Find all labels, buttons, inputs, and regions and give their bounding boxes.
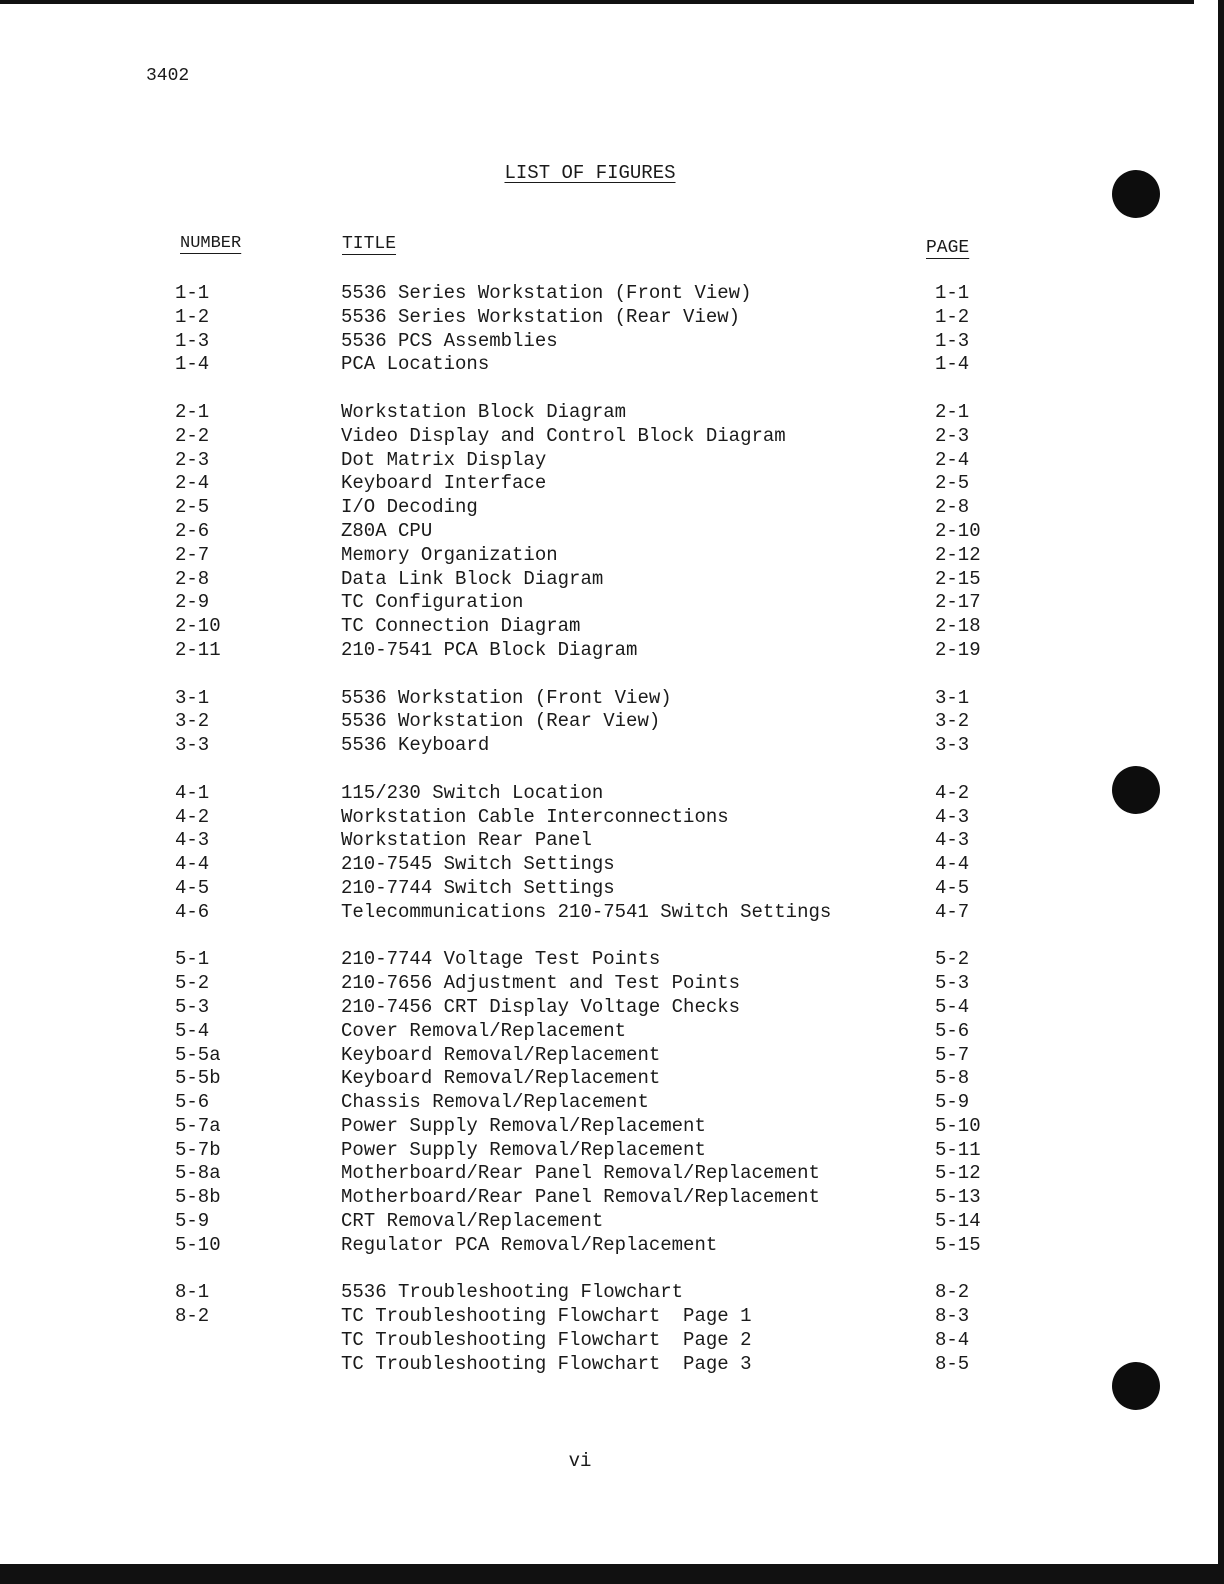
- list-item: [0, 544, 1224, 568]
- list-item: [0, 1281, 1224, 1305]
- figure-title: Z80A CPU: [341, 519, 433, 542]
- figure-page: 4-7: [935, 900, 970, 923]
- figure-number: 2-6: [175, 519, 210, 542]
- list-item: [0, 1091, 1224, 1115]
- list-item: [0, 568, 1224, 592]
- figure-page: 2-3: [935, 424, 970, 447]
- list-item: [0, 1115, 1224, 1139]
- figure-title: TC Troubleshooting Flowchart Page 1: [341, 1305, 752, 1328]
- list-item: [0, 687, 1224, 711]
- figure-title: CRT Removal/Replacement: [341, 1210, 604, 1233]
- figure-title: 5536 Keyboard: [341, 734, 490, 757]
- list-item: [0, 734, 1224, 758]
- figure-page: 8-5: [935, 1352, 970, 1375]
- figure-page: 2-17: [935, 591, 981, 614]
- figure-title: Motherboard/Rear Panel Removal/Replacement: [341, 1162, 820, 1185]
- list-item: [0, 496, 1224, 520]
- figure-page: 2-10: [935, 519, 981, 542]
- figure-title: 5536 Series Workstation (Rear View): [341, 305, 741, 328]
- figure-page: 8-3: [935, 1305, 970, 1328]
- figure-title: Keyboard Removal/Replacement: [341, 1043, 661, 1066]
- figure-title: TC Connection Diagram: [341, 615, 581, 638]
- figure-title: 115/230 Switch Location: [341, 781, 604, 804]
- list-item: [0, 972, 1224, 996]
- figure-title: 5536 Troubleshooting Flowchart: [341, 1281, 684, 1304]
- figure-number: 5-4: [175, 1019, 210, 1042]
- figure-list: [0, 282, 1224, 1377]
- figure-number: 5-8b: [175, 1186, 221, 1209]
- figure-number: 3-1: [175, 686, 210, 709]
- figure-page: 1-2: [935, 305, 970, 328]
- column-header-number: NUMBER: [180, 234, 242, 253]
- figure-number: 4-6: [175, 900, 210, 923]
- list-item: [0, 948, 1224, 972]
- list-item: [0, 877, 1224, 901]
- figure-number: 5-6: [175, 1091, 210, 1114]
- list-item: [0, 996, 1224, 1020]
- figure-number: 8-1: [175, 1281, 210, 1304]
- figure-page: 2-15: [935, 567, 981, 590]
- figure-page: 1-1: [935, 282, 970, 304]
- figure-number: 5-9: [175, 1210, 210, 1233]
- figure-number: 5-1: [175, 948, 210, 971]
- figure-title: I/O Decoding: [341, 496, 478, 519]
- figure-number: 1-3: [175, 329, 210, 352]
- figure-title: TC Troubleshooting Flowchart Page 3: [341, 1352, 752, 1375]
- figure-page: 2-4: [935, 448, 970, 471]
- figure-page: 8-2: [935, 1281, 970, 1304]
- list-item: [0, 520, 1224, 544]
- figure-title: 5536 Workstation (Front View): [341, 686, 672, 709]
- figure-number: 5-5a: [175, 1043, 221, 1066]
- figure-page: 8-4: [935, 1329, 970, 1352]
- figure-number: 1-1: [175, 282, 210, 304]
- figure-number: 2-1: [175, 400, 210, 423]
- list-item: [0, 1044, 1224, 1068]
- list-item: [0, 1020, 1224, 1044]
- figure-title: 210-7456 CRT Display Voltage Checks: [341, 995, 741, 1018]
- figure-title: Memory Organization: [341, 543, 558, 566]
- list-item: [0, 472, 1224, 496]
- figure-number: 3-2: [175, 710, 210, 733]
- list-item: [0, 1186, 1224, 1210]
- document-number: 3402: [146, 66, 190, 86]
- list-item: [0, 353, 1224, 377]
- figure-title: Telecommunications 210-7541 Switch Settings: [341, 900, 832, 923]
- figure-page: 1-4: [935, 353, 970, 376]
- figure-page: 5-3: [935, 972, 970, 995]
- figure-page: 5-11: [935, 1138, 981, 1161]
- figure-number: 2-2: [175, 424, 210, 447]
- figure-title: 210-7545 Switch Settings: [341, 853, 615, 876]
- figure-number: 2-8: [175, 567, 210, 590]
- list-item: [0, 330, 1224, 354]
- figure-page: 5-12: [935, 1162, 981, 1185]
- figure-title: Power Supply Removal/Replacement: [341, 1138, 706, 1161]
- figure-title: Power Supply Removal/Replacement: [341, 1114, 706, 1137]
- figure-page: 2-19: [935, 638, 981, 661]
- list-item: [0, 853, 1224, 877]
- figure-page: 4-2: [935, 781, 970, 804]
- figure-number: 1-2: [175, 305, 210, 328]
- figure-title: TC Configuration: [341, 591, 524, 614]
- figure-title: Workstation Cable Interconnections: [341, 805, 729, 828]
- figure-title: 210-7744 Voltage Test Points: [341, 948, 661, 971]
- figure-title: Data Link Block Diagram: [341, 567, 604, 590]
- scan-edge-top: [0, 0, 1194, 4]
- figure-title: Motherboard/Rear Panel Removal/Replacement: [341, 1186, 820, 1209]
- figure-number: 4-3: [175, 829, 210, 852]
- list-item: [0, 615, 1224, 639]
- figure-number: 5-5b: [175, 1067, 221, 1090]
- figure-number: 4-4: [175, 853, 210, 876]
- page-title-text: LIST OF FIGURES: [504, 162, 676, 184]
- column-header-page: PAGE: [926, 238, 970, 258]
- list-item: [0, 1234, 1224, 1258]
- figure-page: 5-9: [935, 1091, 970, 1114]
- list-item: [0, 1210, 1224, 1234]
- figure-page: 5-8: [935, 1067, 970, 1090]
- page-title: [0, 162, 1180, 184]
- figure-title: Workstation Block Diagram: [341, 400, 627, 423]
- figure-title: 210-7541 PCA Block Diagram: [341, 638, 638, 661]
- list-item: [0, 282, 1224, 306]
- figure-title: PCA Locations: [341, 353, 490, 376]
- figure-page: 2-1: [935, 400, 970, 423]
- figure-page: 4-4: [935, 853, 970, 876]
- page-number: vi: [568, 1450, 592, 1472]
- figure-page: 2-8: [935, 496, 970, 519]
- figure-page: 5-15: [935, 1233, 981, 1256]
- figure-title: Regulator PCA Removal/Replacement: [341, 1233, 718, 1256]
- list-item: [0, 425, 1224, 449]
- figure-number: 5-10: [175, 1233, 221, 1256]
- figure-page: 5-14: [935, 1210, 981, 1233]
- figure-page: 5-2: [935, 948, 970, 971]
- list-item: [0, 1162, 1224, 1186]
- figure-page: 5-6: [935, 1019, 970, 1042]
- figure-page: 5-7: [935, 1043, 970, 1066]
- figure-number: 2-11: [175, 638, 221, 661]
- figure-number: 2-3: [175, 448, 210, 471]
- figure-title: Video Display and Control Block Diagram: [341, 424, 786, 447]
- list-item: [0, 829, 1224, 853]
- list-item: [0, 449, 1224, 473]
- figure-page: 4-5: [935, 876, 970, 899]
- list-item: [0, 901, 1224, 925]
- list-item: [0, 401, 1224, 425]
- list-item: [0, 1329, 1224, 1353]
- figure-title: Dot Matrix Display: [341, 448, 547, 471]
- figure-title: Workstation Rear Panel: [341, 829, 592, 852]
- figure-page: 2-12: [935, 543, 981, 566]
- figure-number: 1-4: [175, 353, 210, 376]
- list-item: [0, 639, 1224, 663]
- figure-page: 2-5: [935, 472, 970, 495]
- figure-number: 4-1: [175, 781, 210, 804]
- figure-number: 5-7a: [175, 1114, 221, 1137]
- figure-title: Chassis Removal/Replacement: [341, 1091, 649, 1114]
- figure-number: 4-2: [175, 805, 210, 828]
- column-header-title: TITLE: [342, 234, 397, 254]
- figure-number: 3-3: [175, 734, 210, 757]
- figure-number: 2-5: [175, 496, 210, 519]
- list-item: [0, 1067, 1224, 1091]
- figure-page: 3-3: [935, 734, 970, 757]
- figure-title: 210-7656 Adjustment and Test Points: [341, 972, 741, 995]
- list-item: [0, 1353, 1224, 1377]
- figure-page: 5-10: [935, 1114, 981, 1137]
- list-item: [0, 710, 1224, 734]
- figure-title: 5536 PCS Assemblies: [341, 329, 558, 352]
- figure-number: 5-2: [175, 972, 210, 995]
- figure-page: 4-3: [935, 805, 970, 828]
- figure-title: Keyboard Interface: [341, 472, 547, 495]
- figure-number: 5-3: [175, 995, 210, 1018]
- list-item: [0, 782, 1224, 806]
- figure-page: 5-13: [935, 1186, 981, 1209]
- figure-page: 2-18: [935, 615, 981, 638]
- figure-number: 2-4: [175, 472, 210, 495]
- figure-number: 5-7b: [175, 1138, 221, 1161]
- figure-number: 2-7: [175, 543, 210, 566]
- figure-page: 3-2: [935, 710, 970, 733]
- scan-edge-bottom: [0, 1564, 1224, 1584]
- list-item: [0, 806, 1224, 830]
- list-item: [0, 306, 1224, 330]
- figure-title: Keyboard Removal/Replacement: [341, 1067, 661, 1090]
- list-item: [0, 1305, 1224, 1329]
- list-item: [0, 1139, 1224, 1163]
- figure-title: TC Troubleshooting Flowchart Page 2: [341, 1329, 752, 1352]
- figure-number: 4-5: [175, 876, 210, 899]
- figure-number: 5-8a: [175, 1162, 221, 1185]
- figure-page: 3-1: [935, 686, 970, 709]
- figure-number: 8-2: [175, 1305, 210, 1328]
- figure-number: 2-9: [175, 591, 210, 614]
- figure-title: 210-7744 Switch Settings: [341, 876, 615, 899]
- list-item: [0, 591, 1224, 615]
- figure-title: 5536 Series Workstation (Front View): [341, 282, 752, 304]
- figure-title: 5536 Workstation (Rear View): [341, 710, 661, 733]
- figure-page: 4-3: [935, 829, 970, 852]
- figure-page: 5-4: [935, 995, 970, 1018]
- figure-number: 2-10: [175, 615, 221, 638]
- figure-title: Cover Removal/Replacement: [341, 1019, 627, 1042]
- figure-page: 1-3: [935, 329, 970, 352]
